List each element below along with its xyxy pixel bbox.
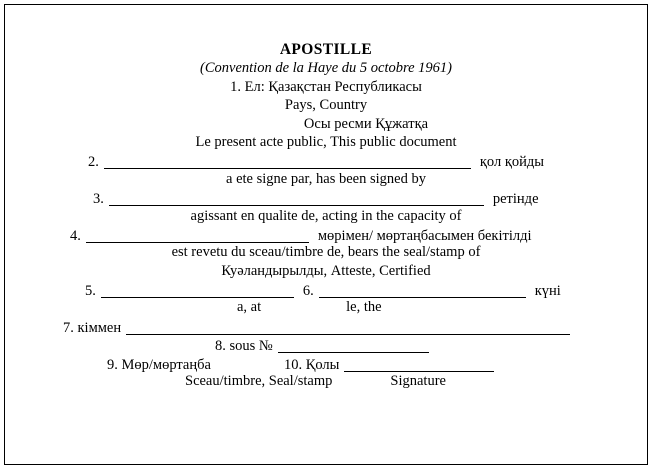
item9-translation: Sceau/timbre, Seal/stamp xyxy=(185,373,333,390)
intro-kazakh-text: Осы ресми Құжатқа xyxy=(303,115,429,132)
line-9-10-translations xyxy=(5,372,647,390)
item2-translation: a ete signe par, has been signed by xyxy=(226,170,426,187)
form-line-4 xyxy=(5,225,647,243)
blank-field-5-place[interactable] xyxy=(101,283,294,298)
item4-number: 4. xyxy=(70,227,81,244)
certified-text: Куәландырылды, Atteste, Certified xyxy=(221,262,431,279)
blank-field-7-by-whom[interactable] xyxy=(126,320,570,335)
intro-translation: Le present acte public, This public document xyxy=(195,133,457,150)
item5-number: 5. xyxy=(85,283,96,300)
blank-field-8-number[interactable] xyxy=(278,338,429,353)
line-5-6-translations xyxy=(5,298,647,316)
document-title: APOSTILLE xyxy=(279,41,373,58)
item3-suffix: ретінде xyxy=(492,191,539,208)
item7-label: 7. кіммен xyxy=(63,319,122,336)
document-border xyxy=(4,4,648,465)
item3-translation: agissant en qualite de, acting in the capacity of xyxy=(190,207,462,224)
item10-translation: Signature xyxy=(390,373,446,390)
form-line-2 xyxy=(5,151,647,169)
item6-suffix: күні xyxy=(534,283,561,300)
item4-suffix: мөрімен/ мөртаңбасымен бекітілді xyxy=(317,227,532,244)
form-line-5-6 xyxy=(5,280,647,298)
blank-field-4-seal-of[interactable] xyxy=(86,228,309,243)
form-line-7 xyxy=(5,317,647,335)
item1-translation: Pays, Country xyxy=(284,97,368,114)
blank-field-10-signature[interactable] xyxy=(344,357,494,372)
blank-field-2-signed-by[interactable] xyxy=(104,154,471,169)
form-line-9-10 xyxy=(5,354,647,372)
item2-suffix: қол қойды xyxy=(479,154,545,171)
item8-label: 8. sous № xyxy=(215,338,273,355)
blank-field-6-date[interactable] xyxy=(319,283,526,298)
item6-number: 6. xyxy=(302,283,314,300)
item10-label: 10. Қолы xyxy=(283,356,340,373)
item4-translation: est revetu du sceau/timbre de, bears the seal/stamp of xyxy=(171,244,481,261)
form-line-8 xyxy=(5,335,647,353)
item3-number: 3. xyxy=(93,191,104,208)
item1-country-label: 1. Ел: Қазақстан Республикасы xyxy=(230,78,422,95)
item2-number: 2. xyxy=(88,154,99,171)
document-subtitle: (Convention de la Haye du 5 octobre 1961) xyxy=(200,60,452,77)
blank-field-3-capacity[interactable] xyxy=(109,191,484,206)
item6-translation: le, the xyxy=(346,299,382,316)
item9-label: 9. Мөр/мөртаңба xyxy=(107,356,211,373)
form-line-3 xyxy=(5,188,647,206)
item5-translation: a, at xyxy=(237,299,262,316)
